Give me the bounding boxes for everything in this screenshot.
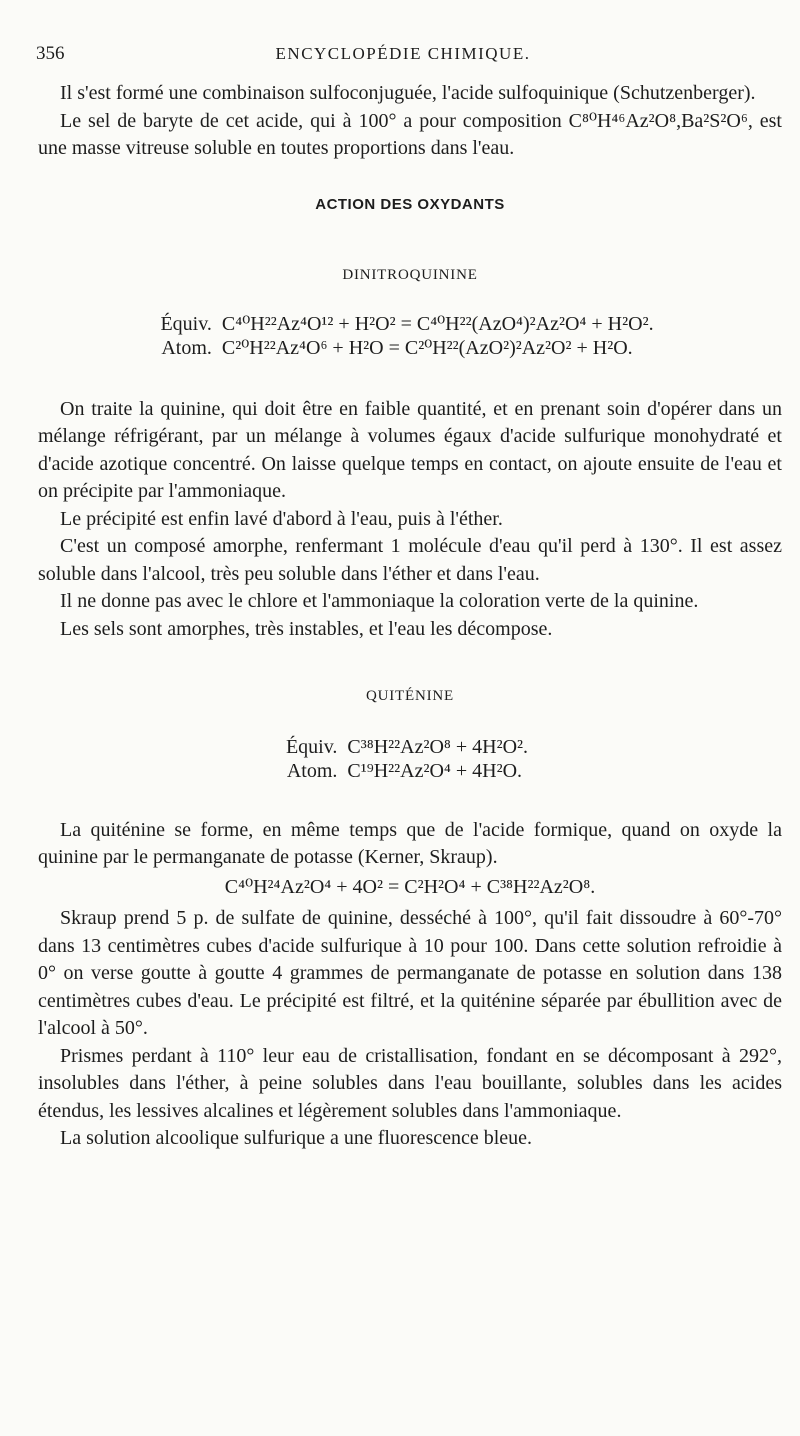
running-title: ENCYCLOPÉDIE CHIMIQUE. [275,44,531,63]
formula-row [286,759,534,783]
dinitroquinine-paragraph: Il ne donne pas avec le chlore et l'ammoniaque la coloration verte de la quinine. [60,590,699,612]
formula-value: C⁴⁰H²²Az⁴O¹² + H²O² = C⁴⁰H²²(AzO⁴)²Az²O⁴ + H²O². [221,312,654,335]
formula-row [286,735,534,759]
dinitroquinine-paragraph: Le précipité est enfin lavé d'abord à l'eau, puis à l'éther. [60,507,503,530]
quitenine-paragraph: Skraup prend 5 p. de sulfate de quinine, desséché à 100°, qu'il fait dissoudre à 60°-70° dans 13 centimètres cubes d'acide sulfurique à 10 pour 100. Dans cette solution refroidie à 0° on verse goutte à goutte 4 grammes de permanganate de potasse en solution dans 138 centimètres cubes d'eau. Le précipité est filtré, et la quiténine séparée par ébullition avec de l'alcool à 50°. [38,907,782,1039]
oxidation-equation: C⁴⁰H²⁴Az²O⁴ + 4O² = C²H²O⁴ + C³⁸H²²Az²O⁸. [224,875,596,898]
formula-label: Atom. [286,759,338,782]
dinitroquinine-paragraph: C'est un composé amorphe, renfermant 1 molécule d'eau qu'il perd à 130°. Il est assez soluble dans l'alcool, très peu soluble dans l'éther et dans l'eau. [38,535,782,585]
page-body [38,80,782,1153]
formula-label: Atom. [161,336,212,359]
quitenine-paragraph: La solution alcoolique sulfurique a une fluorescence bleue. [60,1127,533,1149]
formula-value: C³⁸H²²Az²O⁸ + 4H²O². [347,735,529,758]
formula-value: C²⁰H²²Az⁴O⁶ + H²O = C²⁰H²²(AzO²)²Az²O² + H²O. [221,336,633,359]
dinitroquinine-paragraph: Les sels sont amorphes, très instables, et l'eau les décompose. [60,617,553,640]
section-title: ACTION DES OXYDANTS [315,195,505,213]
intro-paragraph-2: Le sel de baryte de cet acide, qui à 100° a pour composition C⁸⁰H⁴⁶Az²O⁸,Ba²S²O⁶, est une masse vitreuse soluble en toutes proportions dans l'eau. [38,109,782,159]
formula-value: C¹⁹H²²Az²O⁴ + 4H²O. [347,759,523,782]
intro-paragraph-1: Il s'est formé une combinaison sulfoconjuguée, l'acide sulfoquinique (Schutzenberger). [60,82,756,104]
page-header [36,43,770,69]
quitenine-title: QUITÉNINE [365,688,454,704]
dinitroquinine-formulas [160,312,659,360]
quitenine-paragraph: Prismes perdant à 110° leur eau de cristallisation, fondant en se décomposant à 292°, insolubles dans l'éther, à peine solubles dans l'eau bouillante, solubles dans les acides étendus, les lessives alcalines et légèrement solubles dans l'ammoniaque. [38,1044,782,1122]
formula-label: Équiv. [285,735,338,758]
quitenine-paragraph: La quiténine se forme, en même temps que de l'acide formique, quand on oxyde la quinine par le permanganate de potasse (Kerner, Skraup). [38,818,782,868]
quitenine-formulas [286,735,534,783]
formula-row [160,312,659,336]
formula-label: Équiv. [160,312,212,335]
formula-row [160,336,659,360]
page-number: 356 [36,43,65,64]
dinitroquinine-paragraph: On traite la quinine, qui doit être en faible quantité, et en prenant soin d'opérer dans un mélange réfrigérant, par un mélange à volumes égaux d'acide sulfurique monohydraté et d'acide azotique concentré. On laisse quelque temps en contact, on ajoute ensuite de l'eau et on précipite par l'ammoniaque. [38,397,782,502]
dinitroquinine-title: DINITROQUININE [342,267,478,283]
